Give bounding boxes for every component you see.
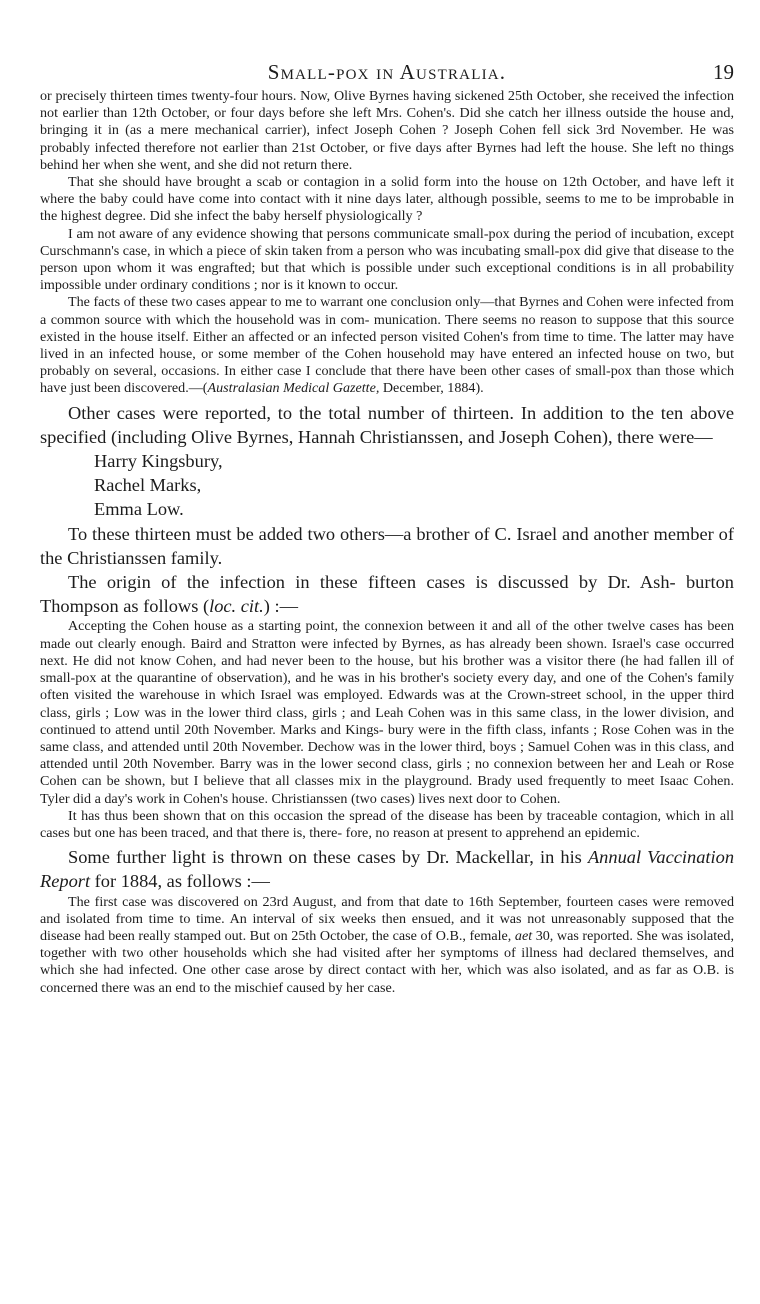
paragraph-conclusion-text: The facts of these two cases appear to me to warrant one conclusion only—that Byrnes and Cohen were infected from a common source with which the household was in com- munication. There seems no reason to suppose that this source existed in the house itself. Either an affected or an infected person visited Cohen's from time to time. The latter may have lived in an infected house, or some member of the Cohen household may have entered an infected house on two, but probably on several, occasions. In either case I conclude that there have been other cases of small-pox than those which have just been discovered.—( — [40, 294, 734, 397]
paragraph-first-case-end: 30, was reported. She was isolated, together with two other households which she had visited after her symptoms of illness had declared themselves, and which she had infected. One other case arose by direct contact with her, which was also isolated, and as far as O.B. is concerned there was an end to the mischief caused by her case. — [40, 927, 735, 996]
paragraph-continuation: or precisely thirteen times twenty-four hours. Now, Olive Byrnes having sickened 25th October, she received the infection not earlier than 12th October, or four days before she left Mrs. Cohen's. Did she catch her illness outside the house and, bringing it in (as a mere mechanical carrier), infect Joseph Cohen ? Joseph Cohen fell sick 3rd November. He was probably infected therefore not earlier than 21st October, or five days after Byrnes had left the house. She left no things behind her when she went, and she did not return there. — [40, 88, 734, 173]
paragraph-mackellar-end: for 1884, as follows :— — [90, 871, 270, 892]
paragraph-mackellar-text: Some further light is thrown on these cases by Dr. Mackellar, in his — [68, 847, 588, 868]
paragraph-incubation: I am not aware of any evidence showing that persons communicate small-pox during the period of incubation, except Curschmann's case, in which a piece of skin taken from a person who was incubating small-pox did give that disease to the person upon whom it was engrafted; but that which is possible under such exceptional conditions is in all probability impossible under ordinary conditions ; nor is it known to occur. — [40, 225, 734, 294]
case-name-item: Rachel Marks, — [94, 475, 202, 496]
citation-date: December, 1884). — [379, 380, 484, 397]
paragraph-other-cases: Other cases were reported, to the total number of thirteen. In addition to the ten above specified (including Olive Byrnes, Hannah Christianssen, and Joseph Cohen), there were— — [40, 402, 734, 447]
paragraph-origin-text: The origin of the infection in these fifteen cases is discussed by Dr. Ash- burton Thompson as follows ( — [40, 572, 734, 617]
document-page — [40, 50, 734, 997]
paragraph-scab-contagion: That she should have brought a scab or contagion in a solid form into the house on 12th October, and have left it where the baby could have come into contact with it nine days later, although possible, seems to me to be improbable in the highest degree. Did she infect the baby herself physiologically ? — [40, 174, 734, 225]
running-head — [40, 50, 734, 84]
body-text — [40, 88, 734, 997]
page-number: 19 — [713, 60, 734, 84]
paragraph-cohen-house: Accepting the Cohen house as a starting point, the connexion between it and all of the other twelve cases has been made out clearly enough. Baird and Stratton were infected by Byrnes, as has already been shown. Israel's case occurred next. He did not know Cohen, and had never been to the house, but his brother was a visitor there (he had fallen ill of small-pox at the quarantine of observation), and he was in his brother's society every day, and one of the Cohen's family often visited the warehouse in which Israel was employed. Edwards was at the Crown-street school, in the upper third class, girls ; Low was in the lower third class, girls ; and Leah Cohen was in this same class, in the lower division, and continued to attend until 20th November. Marks and Kings- bury were in the fifth class, infants ; Rose Cohen was in the same class, and attended until 20th November. Dechow was in the lower third, boys ; Samuel Cohen was in this class, and attended until 20th November. Barry was in the lower second class, girls ; no connexion between her and Leah or Rose Cohen can be shown, but I believe that all classes mix in the playground. Brady used frequently to meet Isaac Cohen. Tyler did a day's work in Cohen's house. Christianssen (two cases) lives next door to Cohen. — [40, 618, 734, 807]
case-names-list — [40, 449, 734, 522]
case-name-item: Harry Kingsbury, — [94, 451, 223, 472]
paragraph-two-others: To these thirteen must be added two others—a brother of C. Israel and another member of the Christianssen family. — [40, 523, 734, 568]
paragraph-traceable-contagion: It has thus been shown that on this occasion the spread of the disease has been by traceable contagion, which in all cases but one has been traced, and that there is, there- fore, no reason at present to apprehend an epidemic. — [40, 807, 734, 841]
paragraph-origin — [40, 570, 734, 618]
citation-journal: Australasian Medical Gazette, — [207, 380, 380, 397]
paragraph-first-case — [40, 894, 734, 997]
paragraph-first-case-text: The first case was discovered on 23rd August, and from that date to 16th September, fourteen cases were removed and isolated from time to time. An interval of six weeks then ensued, and it was not unreasonably supposed that the disease had been really stamped out. But on 25th October, the case of O.B., female, — [40, 893, 734, 944]
paragraph-origin-end: ) :— — [263, 596, 298, 617]
running-title: Small-pox in Australia. — [267, 60, 507, 84]
report-title: Annual Vaccination Report — [40, 847, 735, 892]
aet-abbrev: aet — [514, 927, 533, 944]
citation-loc-cit: loc. cit. — [209, 596, 264, 617]
paragraph-mackellar — [40, 845, 734, 893]
case-name-item: Emma Low. — [94, 499, 184, 520]
paragraph-conclusion — [40, 294, 734, 397]
